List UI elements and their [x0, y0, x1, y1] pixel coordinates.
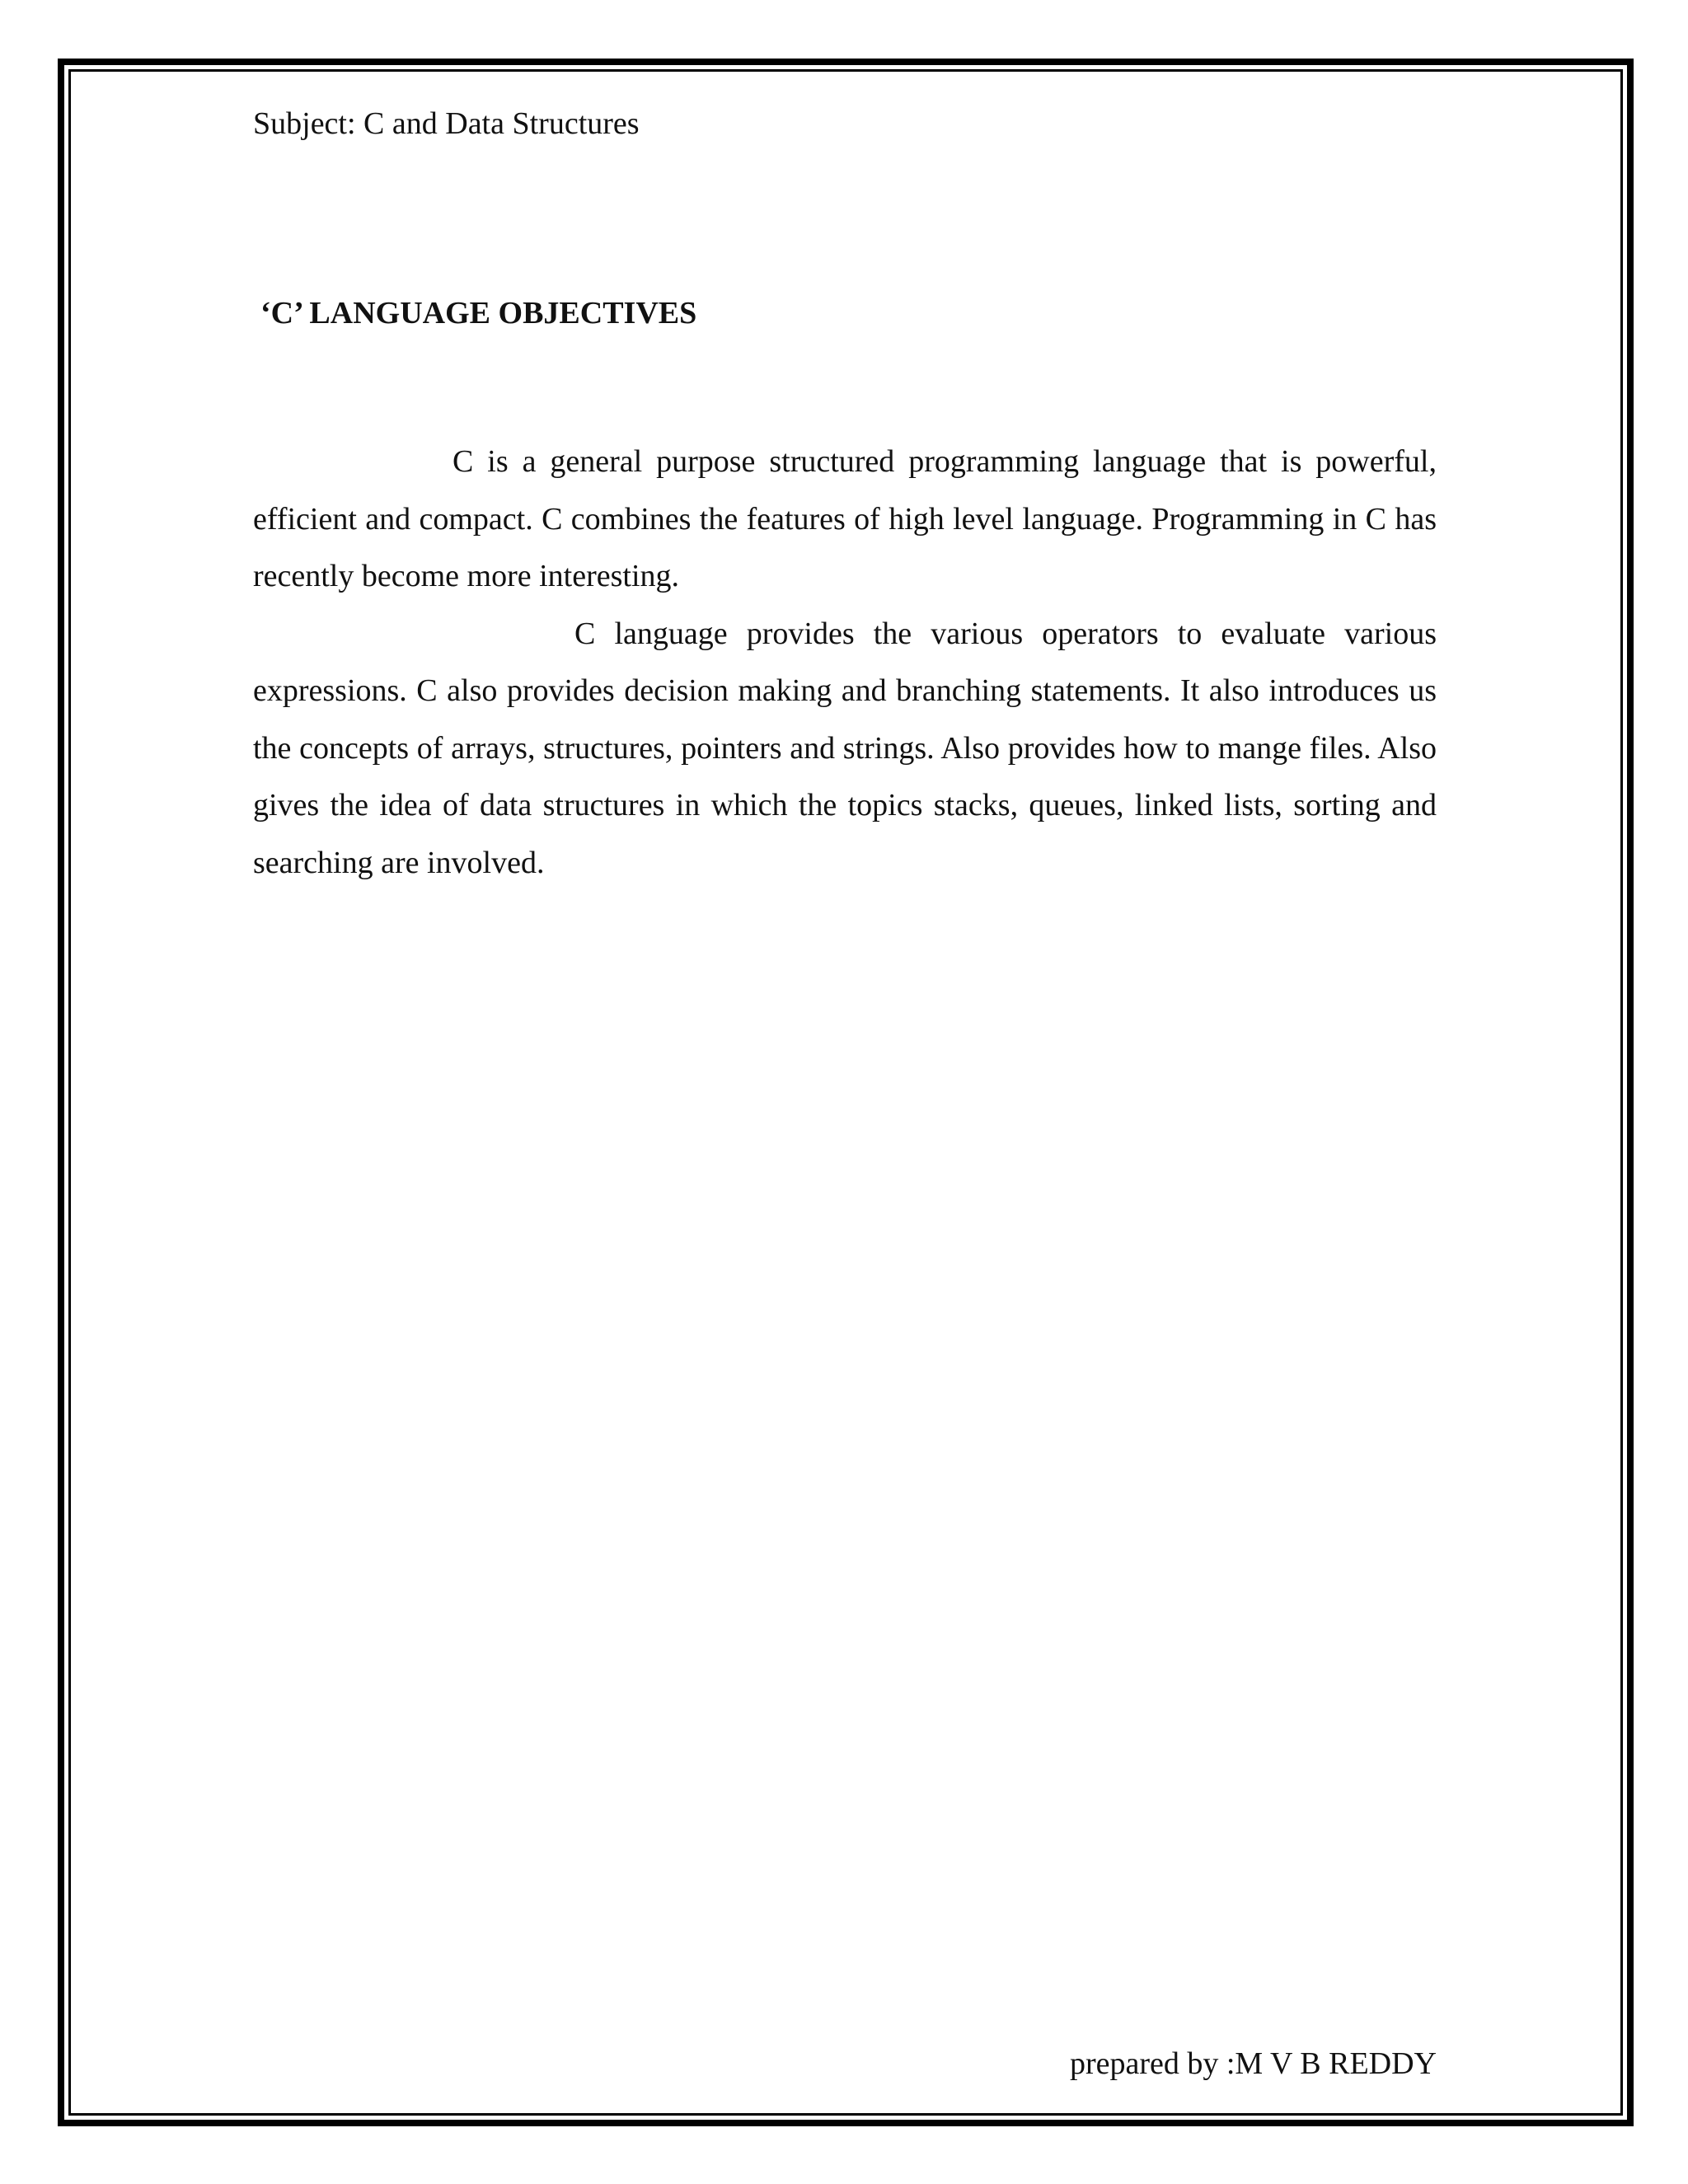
- section-heading: ‘C’ LANGUAGE OBJECTIVES: [260, 296, 697, 330]
- body-paragraph-2: C language provides the various operators to evaluate various expressions. C also provides decision making and branching statements. It also introduces us the concepts of arrays, structures, pointers and strings. Also provides how to mange files. Also gives the idea of data structures in which the topics stacks, queues, linked lists, sorting and searching are involved.: [253, 616, 1437, 880]
- prepared-by: prepared by :M V B REDDY: [1069, 2046, 1437, 2081]
- body-text: [253, 434, 1437, 892]
- page-border-inner: [68, 69, 1623, 2116]
- body-paragraph-1: C is a general purpose structured programming language that is powerful, efficient and compact. C combines the features of high level language. Programming in C has recently become more interesting.: [253, 444, 1437, 593]
- subject-line: Subject: C and Data Structures: [253, 106, 640, 141]
